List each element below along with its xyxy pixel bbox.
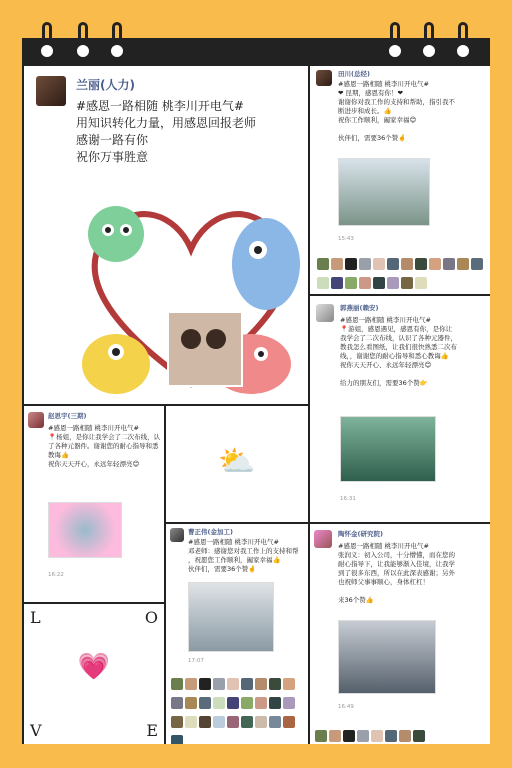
love-letter-l: L xyxy=(30,608,41,627)
post-text: #感恩一路相随 桃李川开电气# 张润义：初入公司，十分懵懂，而在您的 耐心指导下，让我能够渐入佳境，让我学 到了很多东西，所以在此深表感谢；另外 也祝师父事事顺心，身体杠杠！ 来36个赞👍 xyxy=(338,542,455,604)
love-panel xyxy=(24,604,164,744)
binder-ring-icon xyxy=(112,22,122,52)
post-author: 田川(总经) xyxy=(338,70,370,78)
binder-ring-icon xyxy=(78,22,88,52)
post-author: 郭燕丽(赖安) xyxy=(340,304,379,312)
binder-ring-icon xyxy=(458,22,468,52)
post-author: 陶怀金(研究院) xyxy=(338,530,383,538)
post-time: 16:49 xyxy=(338,704,354,710)
avatar xyxy=(316,70,332,86)
yellow-monster-icon xyxy=(82,334,150,394)
main-post xyxy=(24,66,308,404)
post-text: #感恩一路相随 桃李川开电气# 用知识转化力量，用感恩回报老师 感谢一路有你 祝你万事胜意 xyxy=(76,99,257,164)
post-time: 16:22 xyxy=(48,572,64,578)
post-text: #感恩一路相随 桃李川开电气# 📍杨姐，是你让我学会了二次布线，认 了各种元器件。谢谢您的耐心指导和悉 教诲👍 祝你天天开心，永远年轻漂亮😊 xyxy=(48,424,161,468)
binder-ring-icon xyxy=(42,22,52,52)
factory-photo xyxy=(338,158,430,226)
green-monster-icon xyxy=(88,206,144,262)
avatar xyxy=(316,304,334,322)
workshop-photo xyxy=(340,416,436,482)
post-author: 兰丽(人力) xyxy=(76,78,135,92)
post-text: #感恩一路相随 桃李川开电气# 📍游姐，感恩遇见，感恩有你，是你让 我学会了二次布线，认识了各种元器件， 教我怎么看图纸，让我们很快熟悉二次布 线，，谢谢您的耐心指导和悉心教诲👍 祝你天天开心、永远年轻漂亮😊 给力的朋友们，需要36个赞👉 xyxy=(340,316,457,387)
binder-ring-icon xyxy=(390,22,400,52)
post-text: #感恩一路相随 桃李川开电气# 邓老师：感谢您对我工作上的支持和帮 ，祝愿您工作顺利，阖家幸福👍 伙伴们，需要36个赞🤞 xyxy=(188,538,299,573)
meeting-photo xyxy=(338,620,436,694)
avatar xyxy=(28,412,44,428)
post-bottom-right xyxy=(310,524,490,744)
post-author: 赵思宇(三期) xyxy=(48,412,87,420)
like-avatars xyxy=(170,676,306,744)
post-text: #感恩一路相随 桃李川开电气# ❤ 昆期，感恩有你！❤ 谢谢你对我工作的支持和帮助，指引我不 断进步和成长。👍 祝你工作顺利，阖家幸福😊 伙伴们，需要36个赞🤞 xyxy=(338,80,455,142)
post-bottom-center xyxy=(166,524,308,744)
post-author: 曹正伟(金加工) xyxy=(188,528,233,536)
binder-ring-icon xyxy=(424,22,434,52)
post-time: 17:07 xyxy=(188,658,204,664)
post-top-right xyxy=(310,66,490,294)
like-avatars xyxy=(314,728,486,742)
office-photo xyxy=(188,582,274,652)
selfie-photo xyxy=(168,312,242,386)
love-letter-v: V xyxy=(30,721,42,740)
love-letter-e: E xyxy=(146,721,158,740)
heart-frame-photo xyxy=(48,502,122,558)
love-letter-o: O xyxy=(144,608,158,627)
heart-icon: 💗 xyxy=(77,652,111,682)
blue-monster-icon xyxy=(232,218,300,310)
sun-cloud-icon: ⛅ xyxy=(218,444,256,479)
post-time: 15:43 xyxy=(338,236,354,242)
avatar xyxy=(314,530,332,548)
avatar xyxy=(36,76,66,106)
post-middle-right xyxy=(310,296,490,522)
post-time: 16:31 xyxy=(340,496,356,502)
like-avatars xyxy=(316,256,486,294)
heart-illustration xyxy=(76,194,306,394)
post-left xyxy=(24,406,164,602)
avatar xyxy=(170,528,184,542)
weather-panel xyxy=(166,406,308,522)
